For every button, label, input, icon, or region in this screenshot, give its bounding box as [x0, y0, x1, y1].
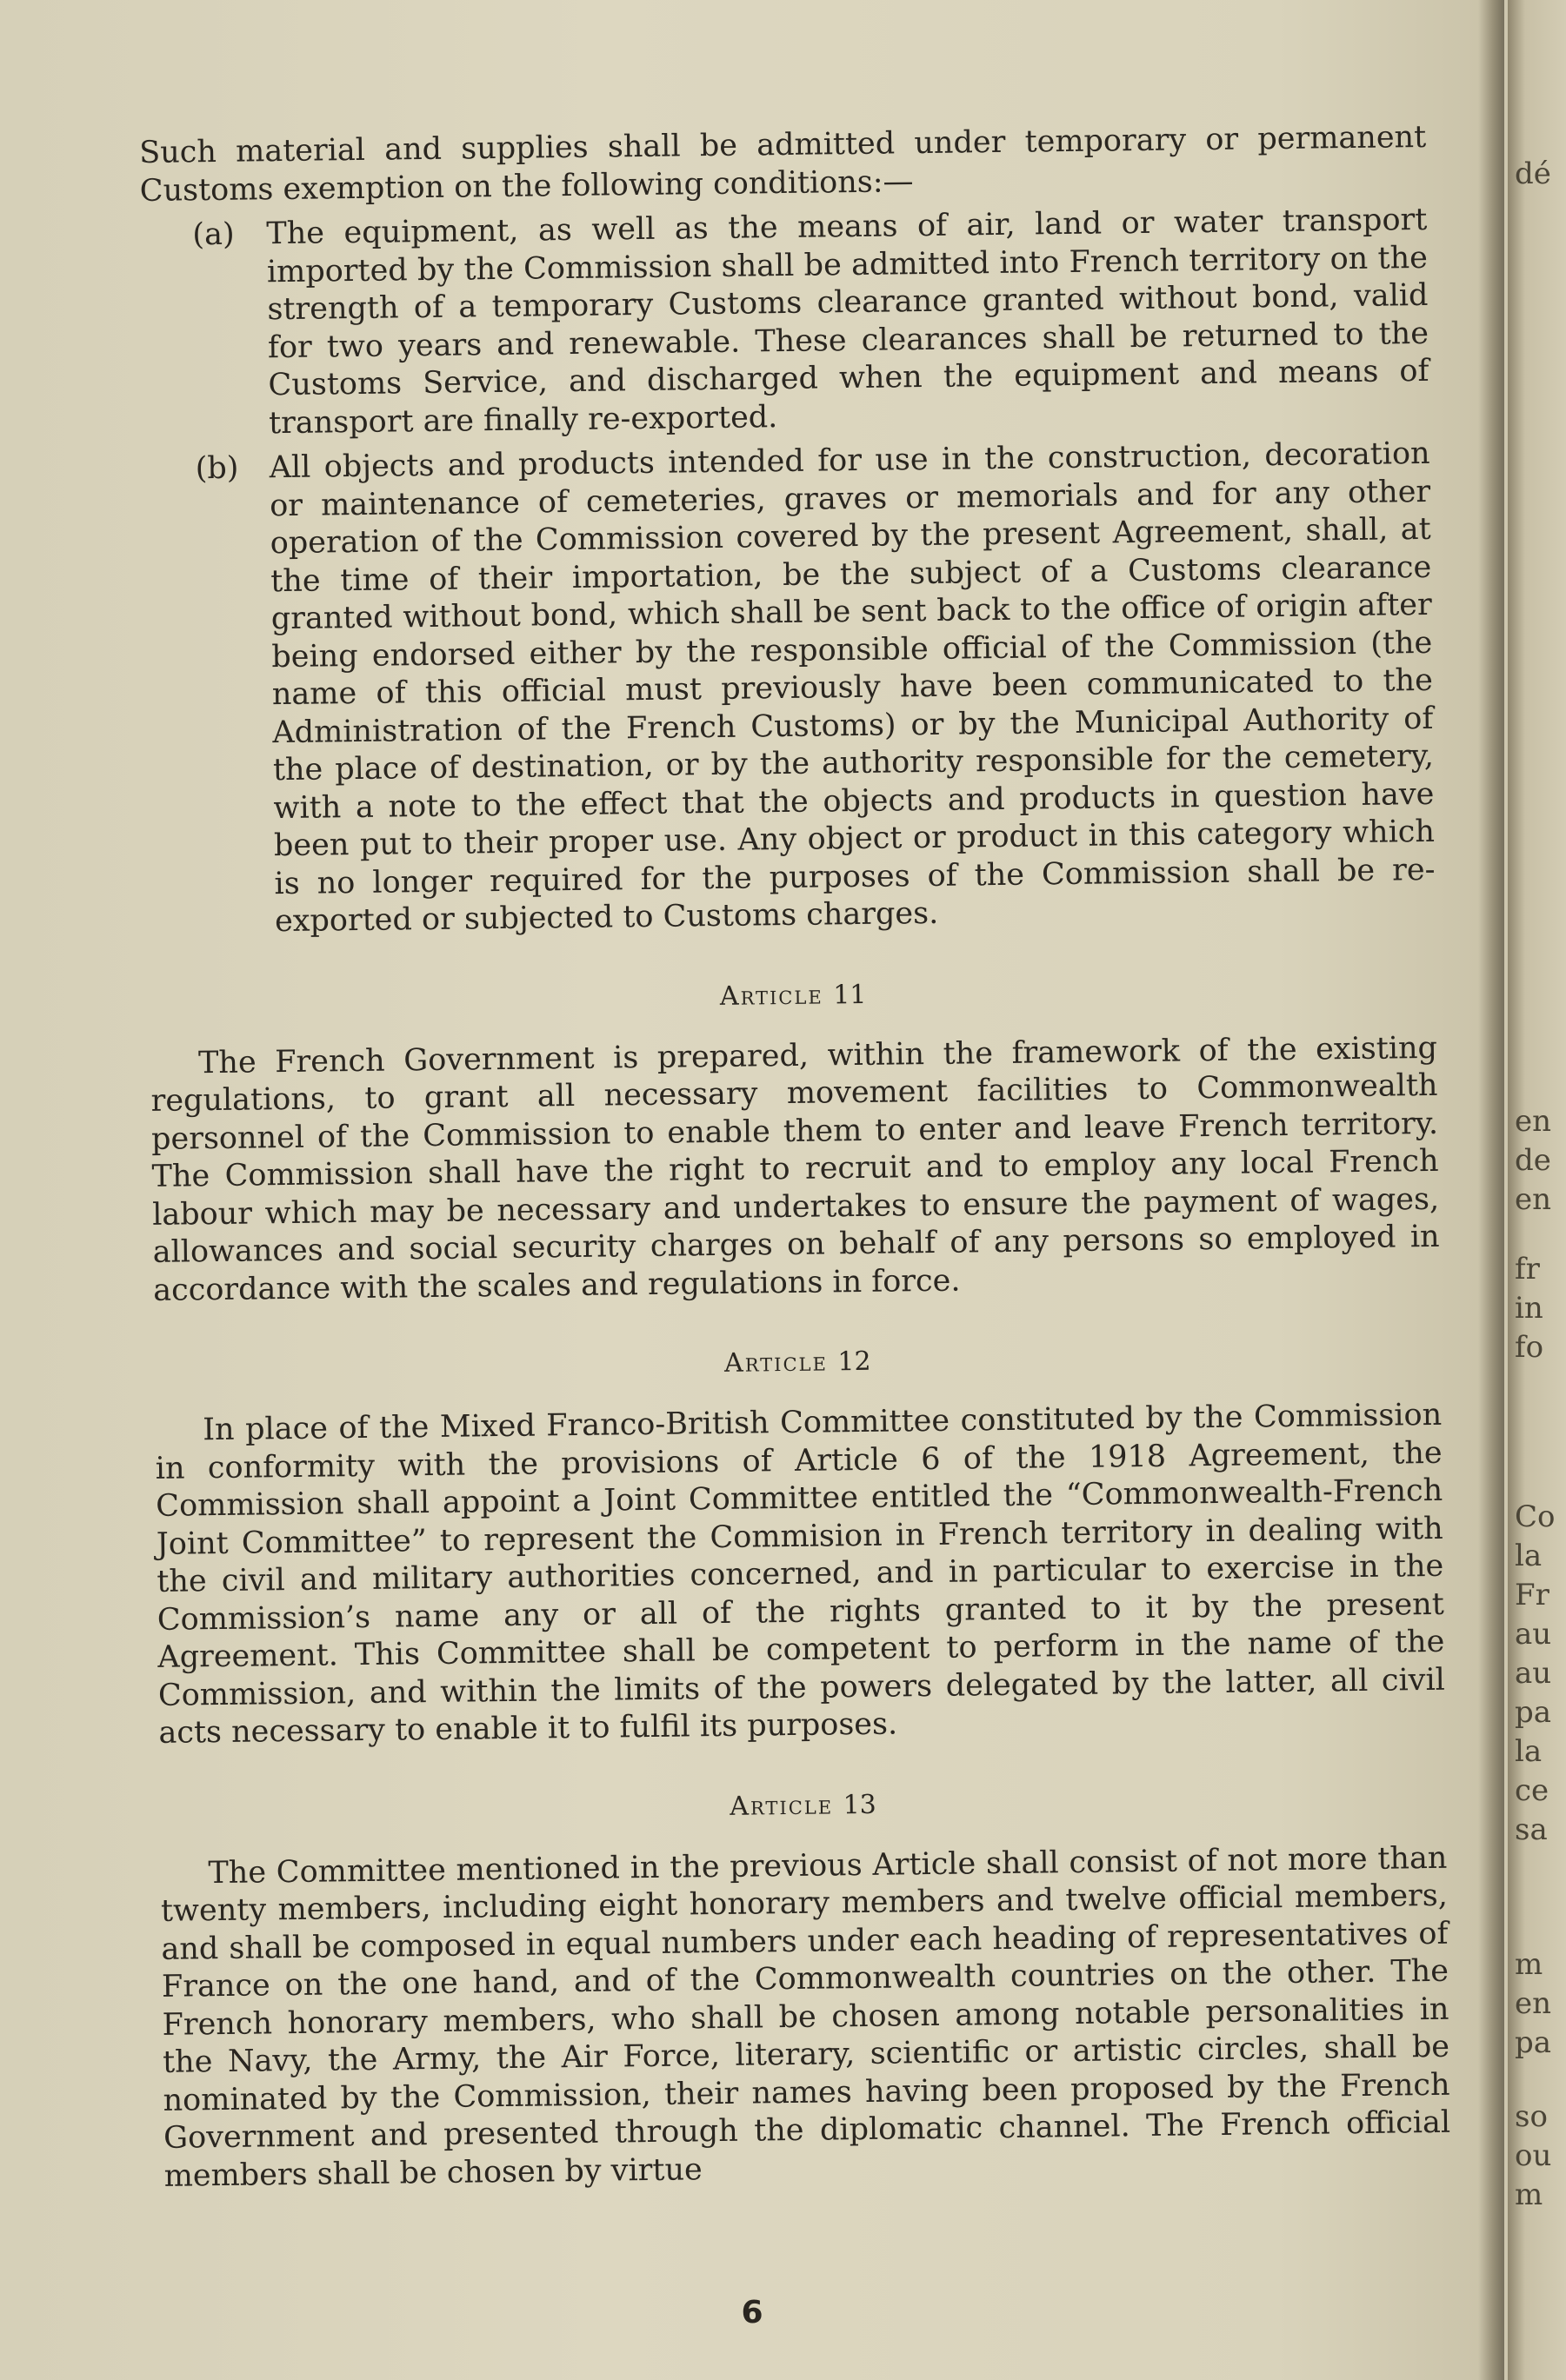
clause-a-text: The equipment, as well as the means of air, land or water transport imported by the Commission shall be admitted into French territory on the strength of a temporary Customs clearance granted without bond, valid for two years and renewable. These clearances shall be returned to the Customs Service, and discharged when the equipment and means of transport are finally re-exported.	[266, 202, 1429, 441]
article-11-heading-number: 11	[832, 979, 867, 1010]
page-body	[139, 119, 1451, 2196]
article-12-heading	[154, 1338, 1441, 1388]
next-page-fragment: fr	[1515, 1252, 1540, 1286]
book-gutter-shadow	[1478, 0, 1504, 2380]
next-page-fragment: ou	[1515, 2138, 1552, 2173]
next-page-fragment: sa	[1515, 1812, 1548, 1847]
clause-b-text: All objects and products intended for use in the construction, decoration or maintenance of cemeteries, graves or memorials and for any other operation of the Commission covered by the present Agreement, shall, at the time of their importation, be the subject of a Customs clearance granted without bond, which shall be sent back to the office of origin after being endorsed either by the responsible official of the Commission (the name of this official must previously have been communicated to the Administration of the French Customs) or by the Municipal Authority of the place of destination, or by the authority responsible for the cemetery, with a note to the effect that the objects and products in question have been put to their proper use. Any object or product in this category which is no longer required for the purposes of the Commission shall be re-exported or subjected to Customs charges.	[269, 435, 1436, 940]
next-page-fragment: Fr	[1515, 1578, 1549, 1612]
next-page-fragment: in	[1515, 1291, 1543, 1326]
next-page-fragment: en	[1515, 1182, 1552, 1217]
next-page-fragment: m	[1515, 2177, 1543, 2212]
next-page-fragment: en	[1515, 1104, 1552, 1139]
next-page-fragment: dé	[1515, 156, 1551, 191]
article-11-heading-word: Article	[719, 979, 823, 1012]
adjacent-page-edge	[1508, 0, 1566, 2380]
article-11-text: The French Government is prepared, within the framework of the existing regulations, to grant all necessary movement facilities to Commonwealth personnel of the Commission to enable them to enter and leave French territory. The Commission shall have the right to recruit and to employ any local French labour which may be necessary and undertakes to ensure the payment of wages, allowances and social security charges on behalf of any persons so employed in accordance with the scales and regulations in force.	[150, 1030, 1440, 1308]
next-page-fragment: m	[1515, 1947, 1543, 1982]
next-page-fragment: au	[1515, 1656, 1552, 1691]
intro-paragraph: Such material and supplies shall be admitted under temporary or permanent Customs exemption on the following conditions:—	[139, 119, 1427, 209]
next-page-fragment: la	[1515, 1734, 1543, 1769]
clause-a-mark: (a)	[192, 216, 235, 253]
clause-b-mark: (b)	[195, 450, 239, 487]
next-page-fragment: Co	[1515, 1499, 1556, 1534]
next-page-fragment: en	[1515, 1986, 1552, 2021]
page-number: 6	[741, 2295, 763, 2330]
article-13-heading-number: 13	[843, 1789, 876, 1820]
next-page-fragment: fo	[1515, 1330, 1544, 1365]
article-13-heading	[159, 1780, 1446, 1831]
article-12-text: In place of the Mixed Franco-British Committee constituted by the Commission in conformity with the provisions of Article 6 of the 1918 Agreement, the Commission shall appoint a Joint Committee entitled the “Commonwealth-French Joint Committee” to represent the Commision in French territory in dealing with the civil and military authorities concerned, and in particular to exercise in the Commission’s name any or all of the rights granted to it by the present Agreement. This Committee shall be competent to perform in the name of the Commission, and within the limits of the powers delegated by the latter, all civil acts necessary to enable it to fulfil its purposes.	[155, 1397, 1446, 1751]
next-page-fragment: pa	[1515, 2025, 1552, 2060]
next-page-fragment: pa	[1515, 1695, 1552, 1730]
article-12-heading-number: 12	[837, 1346, 871, 1378]
next-page-fragment: ce	[1515, 1773, 1549, 1808]
next-page-fragment: la	[1515, 1539, 1543, 1573]
next-page-fragment: au	[1515, 1617, 1552, 1652]
next-page-fragment: de	[1515, 1143, 1551, 1178]
article-13-heading-word: Article	[730, 1789, 834, 1822]
article-11-heading	[150, 970, 1436, 1020]
article-12-heading-word: Article	[723, 1346, 829, 1379]
article-13-text: The Committee mentioned in the previous Article shall consist of not more than twenty members, including eight honorary members and twelve official members, and shall be composed in equal numbers under each heading of representatives of France on the one hand, and of the Commonwealth countries on the other. The French honorary members, who shall be chosen among notable personalities in the Navy, the Army, the Air Force, literary, scientific or artistic circles, shall be nominated by the Commission, their names having been proposed by the French Government and presented through the diplomatic channel. The French official members shall be chosen by virtue	[160, 1840, 1451, 2194]
next-page-fragment: so	[1515, 2099, 1548, 2134]
clause-b	[143, 435, 1436, 943]
clause-a	[140, 202, 1429, 444]
